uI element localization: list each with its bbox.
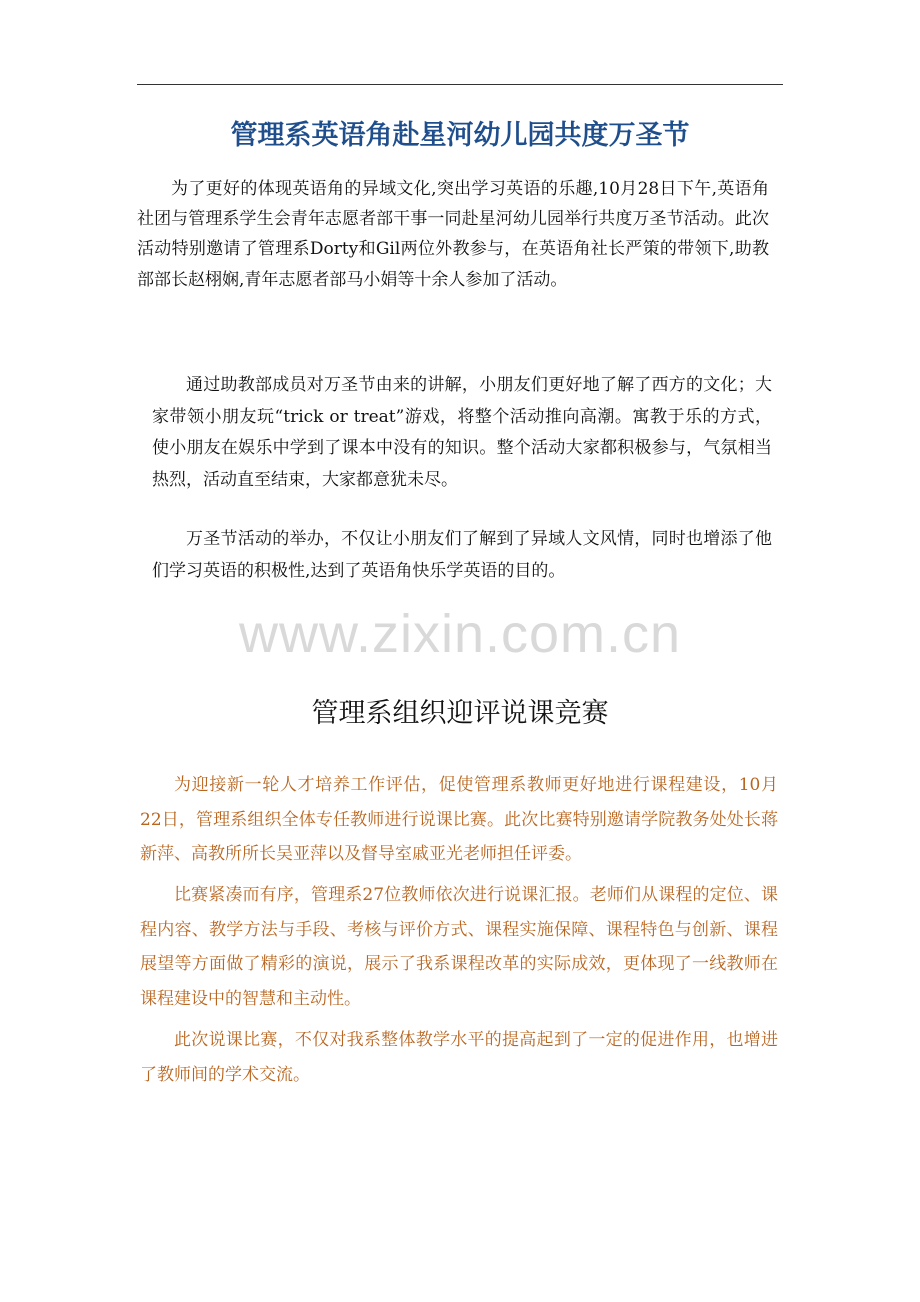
article1-paragraph-3: 万圣节活动的举办，不仅让小朋友们了解到了异域人文风情，同时也增添了他们学习英语的积极性,达到了英语角快乐学英语的目的。 bbox=[152, 529, 772, 581]
watermark: www.zixin.com.cn bbox=[238, 604, 682, 664]
header-rule bbox=[137, 84, 783, 85]
article1-title: 管理系英语角赴星河幼儿园共度万圣节 bbox=[230, 120, 690, 151]
article2-paragraph-1: 为迎接新一轮人才培养工作评估，促使管理系教师更好地进行课程建设，10月22日，管理系组织全体专任教师进行说课比赛。此次比赛特别邀请学院教务处处长蒋新萍、高教所所长吴亚萍以及督导室戚亚光老师担任评委。 bbox=[140, 775, 778, 864]
article2-title: 管理系组织迎评说课竞赛 bbox=[311, 698, 609, 729]
article2-paragraph-3: 此次说课比赛，不仅对我系整体教学水平的提高起到了一定的促进作用，也增进了教师间的学术交流。 bbox=[140, 1030, 778, 1085]
article1-paragraph-2: 通过助教部成员对万圣节由来的讲解，小朋友们更好地了解了西方的文化；大家带领小朋友玩“trick or treat”游戏，将整个活动推向高潮。寓教于乐的方式，使小朋友在娱乐中学到了课本中没有的知识。整个活动大家都积极参与，气氛相当热烈，活动直至结束，大家都意犹未尽。 bbox=[152, 375, 772, 490]
article2-paragraph-2: 比赛紧凑而有序，管理系27位教师依次进行说课汇报。老师们从课程的定位、课程内容、教学方法与手段、考核与评价方式、课程实施保障、课程特色与创新、课程展望等方面做了精彩的演说，展示了我系课程改革的实际成效，更体现了一线教师在课程建设中的智慧和主动性。 bbox=[140, 885, 778, 1009]
article1-paragraph-1: 为了更好的体现英语角的异域文化,突出学习英语的乐趣,10月28日下午,英语角社团与管理系学生会青年志愿者部干事一同赴星河幼儿园举行共度万圣节活动。此次活动特别邀请了管理系Dorty和Gil两位外教参与，在英语角社长严策的带领下,助教部部长赵栩娴,青年志愿者部马小娟等十余人参加了活动。 bbox=[137, 179, 769, 290]
